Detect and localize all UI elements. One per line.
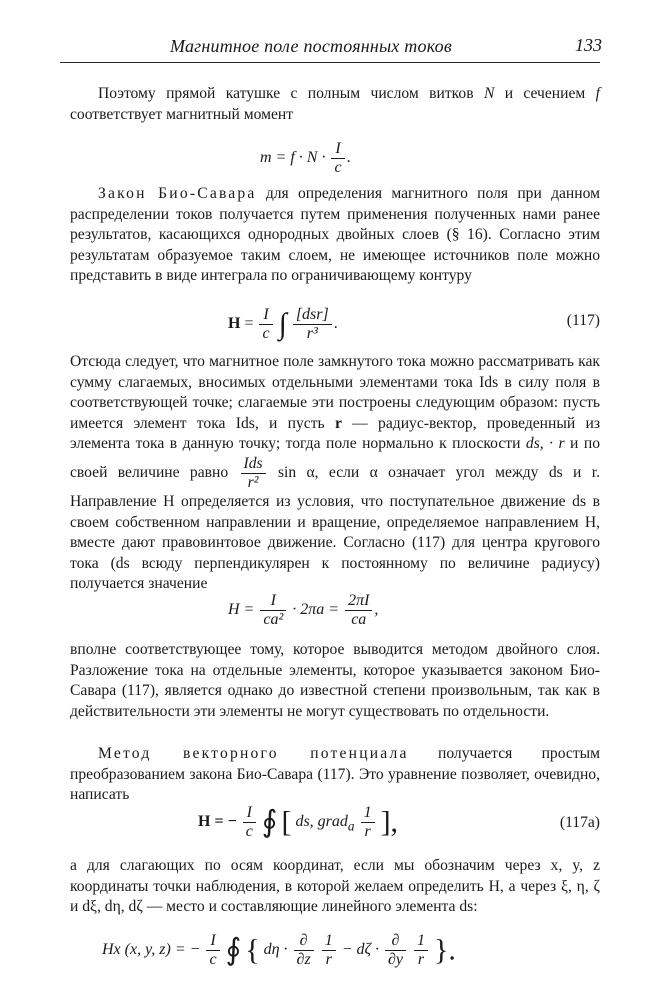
eq-moment-fraction: $\frac{I}{c}$ bbox=[331, 140, 344, 177]
chapter-title: Магнитное поле постоянных токов bbox=[170, 36, 452, 56]
term-bio-savart: Закон Био-Савара bbox=[98, 185, 257, 202]
para1-text-c: соответствует магнитный момент bbox=[70, 105, 294, 123]
para3-text-b: — радиус-вектор, проведенный из элемента тока в данную точку; тогда поле нормально к плоскости bbox=[70, 414, 600, 453]
paragraph-4: вполне соответствующее тому, которое выводится методом двойного слоя. Разложение тока на отдельные элементы, которое указывается законом Био-Савара (117), является однако до известной степени произвольным, так как в действительности эти элементы не могут существовать по отдельности. bbox=[70, 641, 600, 720]
para2-text: для определения магнитного поля при данном распределении токов получается путем применения полученных нами ранее результатов, касающихся однородных двойных слоев (§ 16). Согласно этим результатам образуемое таким слоем, не имеющее источников поле можно представить в виде интеграла по ограничивающему контуру bbox=[70, 185, 600, 285]
equation-117a: H = − $\frac{I}{c}$ ∮ [ ds, grad$_a$ $\frac{1}{r}$ ], (117a) bbox=[198, 804, 600, 840]
equation-moment: m = f · N · $\frac{I}{c}$ . bbox=[260, 140, 351, 176]
equation-component-hx: Hx (x, y, z) = − $\frac{I}{c}$ ∮ { dη · $\frac{\partial}{\partial z}$ $\frac{1}{r}$ − dζ · $\frac{\partial}{\partial y}$ $\frac{1}{r}$ }. bbox=[102, 932, 456, 968]
paragraph-1 bbox=[70, 84, 600, 125]
para3-text-a: Отсюда следует, что магнитное поле замкнутого тока можно рассматривать как сумму слагаемых, вносимых отдельными элементами тока Ids в силу поля в соответствующей точке; слагаемые эти построены следующим образом: пусть имеется элемент тока Ids, и пусть bbox=[70, 353, 600, 432]
equation-number-117: (117) bbox=[566, 312, 600, 329]
para1-text-b: и сечением bbox=[504, 85, 586, 102]
paragraph-5: Метод векторного потенциала получается простым преобразованием закона Био-Савара (117). Это уравнение позволяет, очевидно, написать bbox=[70, 745, 600, 804]
header-rule bbox=[60, 62, 600, 63]
equation-circle-center: H = $\frac{I}{\text{ca²}}$ · 2πa = $\frac{2\pi I}{ca}$ , bbox=[228, 592, 379, 628]
para1-text-a: Поэтому прямой катушке с полным числом витков bbox=[98, 85, 474, 102]
paragraph-3: Отсюда следует, что магнитное поле замкнутого тока можно рассматривать как сумму слагаемых, вносимых отдельными элементами тока Ids в силу поля в соответствующей точке; слагаемые эти построены следующим образом: пусть имеется элемент тока Ids, и пусть r — радиус-вектор, проведенный из элемента тока в данную точку; тогда поле нормально к плоскости ds, · r и по своей величине равно $\frac{\text{Ids}}{\text{r²}}$ sin α, если α означает угол между ds и r. Направление H определяется из условия, что поступательное движение ds в своем собственном направлении и вращение, определяемое направлением H, вместе дают правовинтовое движение. Согласно (117) для центра кругового тока (ds всюду перпендикулярен к постоянному по величине радиусу) получается значение bbox=[70, 353, 600, 593]
paragraph-2 bbox=[70, 184, 600, 287]
running-header bbox=[60, 34, 600, 60]
equation-117: H = $\frac{I}{c}$ ∫ $\frac{\text{[dsr]}}{\text{r³}}$ . (117) bbox=[228, 306, 600, 342]
para3-text-d: если α означает угол между ds и r. Направление H определяется из условия, что поступательное движение ds в своем собственном направлении и вращение, определяемое направлением H, вместе дают правовинтовое движение. Согласно (117) для центра кругового тока (ds всюду перпендикулярен к постоянному по величине радиусу) получается значение bbox=[70, 464, 600, 593]
var-N: N bbox=[483, 85, 495, 102]
paragraph-6: а для слагающих по осям координат, если мы обозначим через x, y, z координаты точки наблюдения, в которой желаем определить H, а через ξ, η, ζ и dξ, dη, dζ — место и составляющие линейного элемента ds: bbox=[70, 857, 600, 916]
var-f: f bbox=[595, 85, 600, 102]
equation-number-117a: (117a) bbox=[559, 814, 600, 831]
term-vector-potential: Метод векторного потенциала bbox=[98, 745, 409, 762]
page-number: 133 bbox=[575, 35, 602, 55]
eq-moment-lhs: m = f · N · bbox=[260, 149, 326, 167]
integral-sign: ∫ bbox=[278, 307, 287, 341]
